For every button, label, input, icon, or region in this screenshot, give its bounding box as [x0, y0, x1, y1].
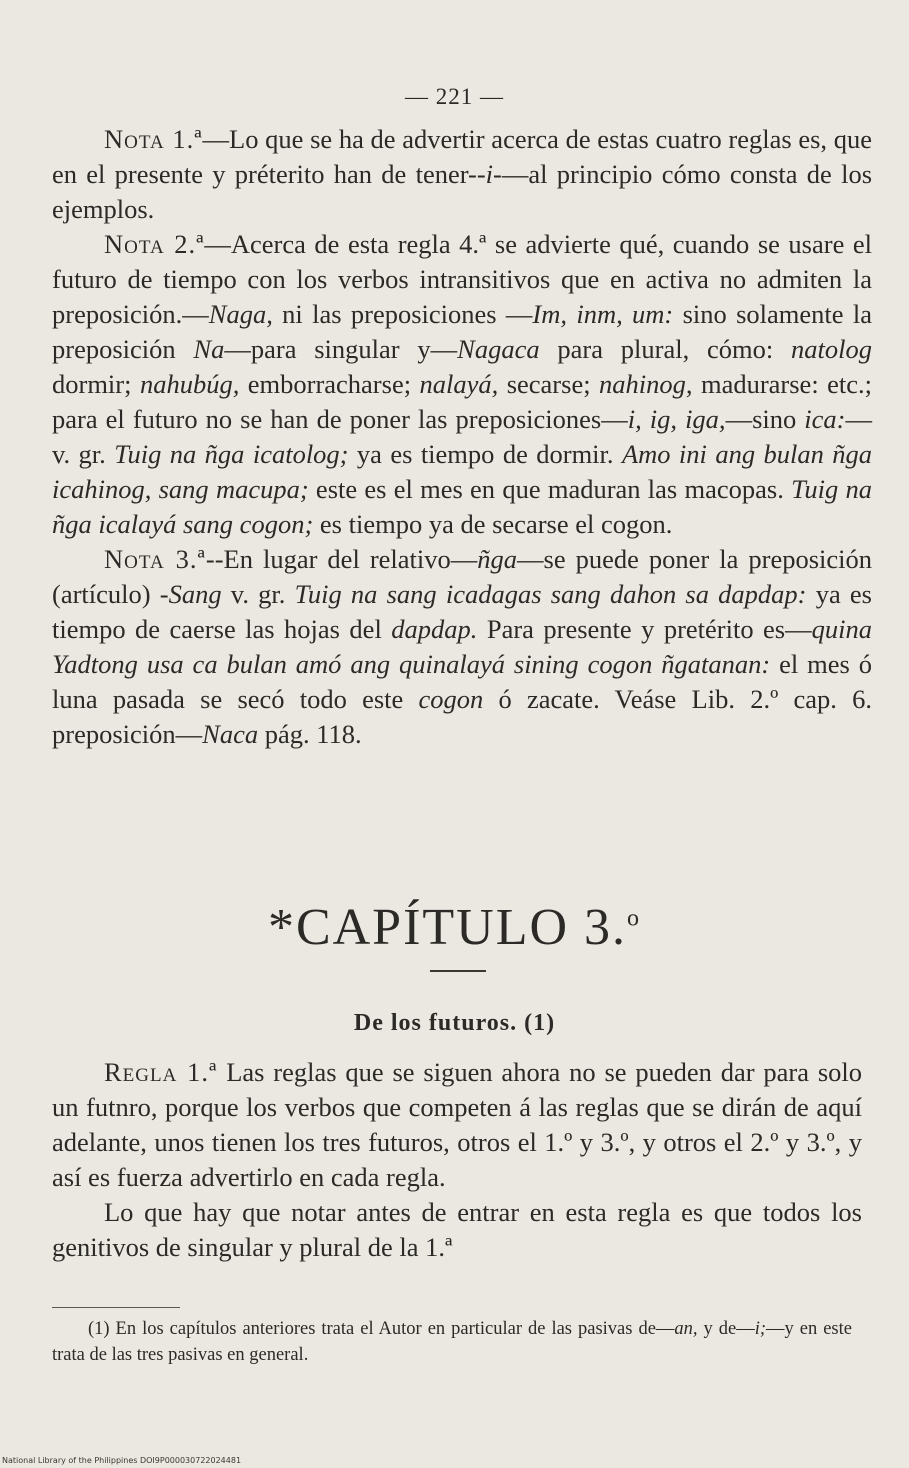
nota-3-paragraph: Nota 3.ª--En lugar del relativo—ñga—se puede poner la preposición (artículo) -Sang v. gr. Tuig na sang icadagas sang dahon sa dapdap: ya es tiempo de caerse las hojas del dapdap. Para presente y pretérito es—quina Yadtong usa ca bulan amó ang quinalayá sining cogon ñgatanan: el mes ó luna pasada se secó todo este cogon ó zacate. Veáse Lib. 2.º cap. 6. preposición—Naca pág. 118.	[52, 544, 873, 749]
notes-section	[52, 122, 872, 752]
regla-1-paragraph: Regla 1.ª Las reglas que se siguen ahora no se pueden dar para solo un futnro, porque los verbos que competen á las reglas que se dirán de aquí adelante, unos tienen los tres futuros, otros el 1.º y 3.º, y otros el 2.º y 3.º, y así es fuerza advertirlo en cada regla.	[52, 1057, 863, 1192]
footnote-divider	[52, 1307, 180, 1308]
closing-paragraph: Lo que hay que notar antes de entrar en esta regla es que todos los genitivos de singular y plural de la 1.ª	[52, 1197, 862, 1262]
page-number: — 221 —	[405, 84, 504, 109]
footnote: (1) En los capítulos anteriores trata el Autor en particular de las pasivas de—an, y de—i;—y en este trata de las tres pasivas en general.	[52, 1319, 852, 1365]
chapter-divider	[430, 970, 486, 972]
nota-2-label: Nota 2.ª	[104, 229, 205, 259]
nota-2-paragraph: Nota 2.ª—Acerca de esta regla 4.ª se advierte qué, cuando se usare el futuro de tiempo con los verbos intransitivos que en activa no admiten la preposición.—Naga, ni las preposiciones —Im, inm, um: sino solamente la preposición Na—para singular y—Nagaca para plural, cómo: natolog dormir; nahubúg, emborracharse; nalayá, secarse; nahinog, madurarse: etc.; para el futuro no se han de poner las preposiciones—i, ig, iga,—sino ica:—v. gr. Tuig na ñga icatolog; ya es tiempo de dormir. Amo ini ang bulan ñga icahinog, sang macupa; este es el mes en que maduran las macopas. Tuig na ñga icalayá sang cogon; es tiempo ya de secarse el cogon.	[52, 229, 872, 539]
nota-1-paragraph: Nota 1.ª—Lo que se ha de advertir acerca de estas cuatro reglas es, que en el presente y préterito han de tener--i-—al principio cómo consta de los ejemplos.	[52, 124, 873, 224]
regla-1-label: Regla 1.ª	[104, 1057, 218, 1087]
regla-section	[52, 1055, 862, 1265]
nota-3-label: Nota 3.ª	[104, 544, 206, 574]
library-stamp: National Library of the Philippines DOI9P000030722024481	[2, 1456, 242, 1465]
section-subtitle: De los futuros. (1)	[353, 1010, 556, 1036]
nota-1-label: Nota 1.ª	[104, 124, 203, 154]
chapter-heading: *CAPÍTULO 3.$^o$	[267, 899, 642, 956]
